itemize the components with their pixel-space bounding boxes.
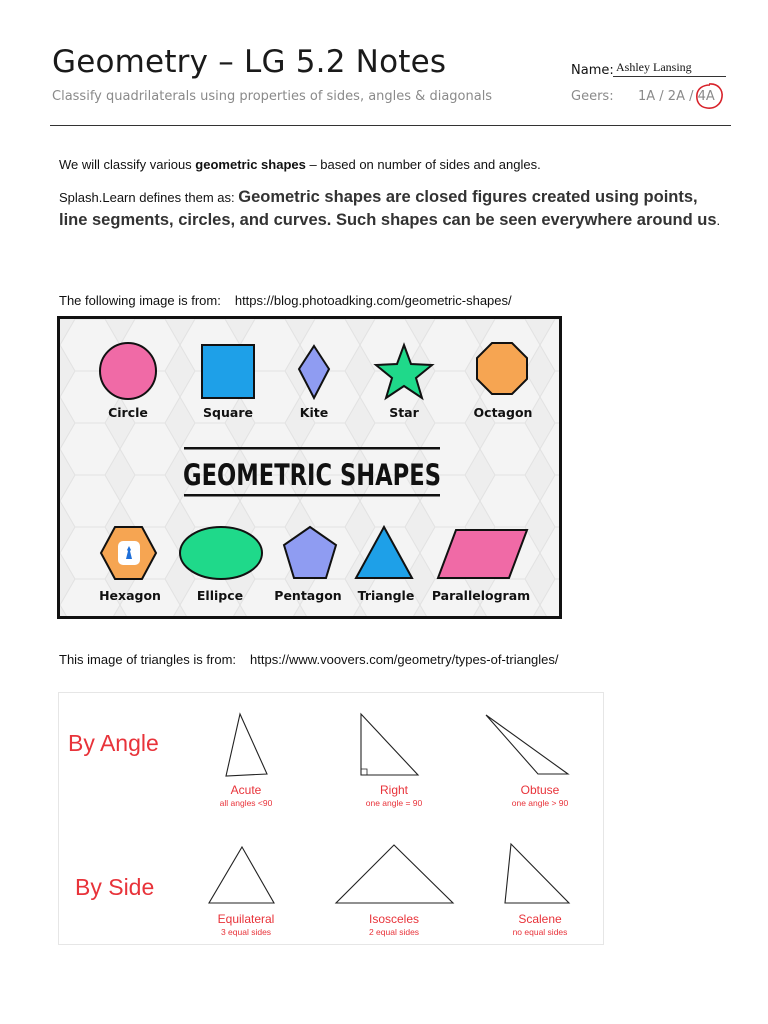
label-star: Star [389,405,419,420]
label-octagon: Octagon [473,405,533,420]
image2-source: This image of triangles is from: https://www.voovers.com/geometry/types-of-triangles/ [59,652,559,667]
obtuse-triangle [486,715,568,774]
equilateral-label: Equilateral [217,912,275,926]
geers-label: Geers: [571,89,614,104]
ellipse-shape [180,527,262,579]
equilateral-desc: 3 equal sides [220,927,272,937]
isosceles-triangle [336,845,453,903]
name-field[interactable]: Ashley Lansing [613,60,726,77]
label-circle: Circle [108,405,148,420]
name-label: Name: [571,63,614,78]
geers-options: 1A / 2A / 4A [638,89,715,104]
geometric-shapes-image [57,316,562,619]
label-kite: Kite [299,405,329,420]
header-divider [50,125,731,126]
isosceles-desc: 2 equal sides [368,927,420,937]
octagon-shape [477,343,527,394]
label-parallelogram: Parallelogram [431,588,531,603]
acute-desc: all angles <90 [219,798,273,808]
intro-paragraph: We will classify various geometric shapes – based on number of sides and angles. [59,157,541,172]
right-label: Right [379,783,409,797]
obtuse-desc: one angle > 90 [511,798,569,808]
equilateral-triangle [209,847,274,903]
right-angle-mark [361,769,367,775]
label-ellipse: Ellipce [196,588,244,603]
acute-triangle [226,714,267,776]
intro-bold: geometric shapes [195,157,306,172]
definition-text: Geometric shapes are closed figures created using points, line segments, circles, and curves. Such shapes can be seen everywhere around us [59,188,717,229]
image1-source: The following image is from: https://blog.photoadking.com/geometric-shapes/ [59,293,512,308]
by-side-heading: By Side [75,874,155,900]
right-triangle [361,714,418,775]
image1-url[interactable]: https://blog.photoadking.com/geometric-shapes/ [234,293,512,308]
triangle-types-image [58,692,604,945]
label-triangle: Triangle [357,588,415,603]
image2-url[interactable]: https://www.voovers.com/geometry/types-of-triangles/ [250,652,559,667]
banner-title: GEOMETRIC SHAPES [183,458,441,492]
scalene-desc: no equal sides [512,927,568,937]
page-subtitle: Classify quadrilaterals using properties of sides, angles & diagonals [52,89,493,104]
circle-shape [100,343,156,399]
label-pentagon: Pentagon [274,588,342,603]
selected-circle-mark [693,80,725,112]
isosceles-label: Isosceles [368,912,420,926]
label-square: Square [203,405,253,420]
right-desc: one angle = 90 [365,798,423,808]
acute-label: Acute [230,783,262,797]
definition-paragraph: Splash.Learn defines them as: Geometric shapes are closed figures created using points, line segments, circles, and curves. Such shapes can be seen everywhere around us. [59,188,721,229]
by-angle-heading: By Angle [68,730,159,756]
scalene-label: Scalene [518,912,562,926]
square-shape [202,345,254,398]
scalene-triangle [505,844,569,903]
page-title: Geometry – LG 5.2 Notes [52,44,447,80]
obtuse-label: Obtuse [520,783,560,797]
label-hexagon: Hexagon [99,588,161,603]
